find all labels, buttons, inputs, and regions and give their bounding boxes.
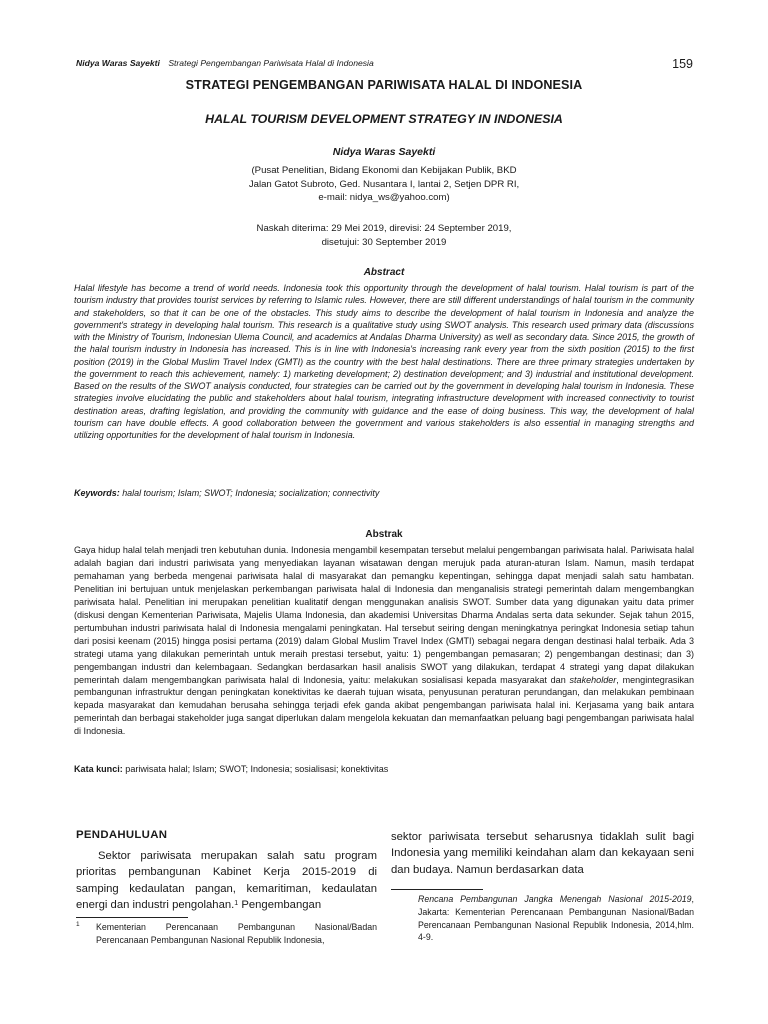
title-indonesian: STRATEGI PENGEMBANGAN PARIWISATA HALAL DI INDONESIA <box>185 78 583 92</box>
affiliation-line: (Pusat Penelitian, Bidang Ekonomi dan Kebijakan Publik, BKD <box>251 165 517 176</box>
abstract-text-english: Halal lifestyle has become a trend of world needs. Indonesia took this opportunity through the development of halal tourism. Halal tourism is part of the tourism industry that provides tourist services by referring to Islamic rules. However, there are still different understandings of halal tourism in the community and stakeholders, so that it can be one of the obstacles. This study aims to describe the development of halal tourism in Indonesia and analyze the government's strategy in developing halal tourism. This research is a qualitative study using SWOT analysis. This research used primary data (discussions with the Ministry of Tourism, Indonesian Ulema Council, and academics at Andalas Dharma University) as well as secondary data. Since 2015, the growth of the halal tourism industry in Indonesia has increased. This is in line with Indonesia's increasing rank every year from the sixth position (2015) to the first position (2019) in the Global Muslim Travel Index (GMTI) as the country with the best halal destinations. There are three primary strategies undertaken by the government to reach this achievement, namely: 1) marketing development; 2) destination development; and 3) industrial and institutional development. Based on the results of the SWOT analysis conducted, four strategies can be carried out by the government in developing halal tourism in Indonesia. These strategies involve elucidating the public and stakeholders about halal tourism, integrating infrastructure development with increased connectivity to tourist destination areas, drafting legislation, and providing the community with guidance and the ease of doing business. This way, the development of halal tourism can have double effects. A good collaboration between the government and various stakeholders is also essential in managing strengths and utilizing opportunities for the development of halal tourism in Indonesia. <box>74 283 694 440</box>
abstract-heading-english: Abstract <box>363 267 405 278</box>
footnote-italic-title: Rencana Pembangunan Jangka Menengah Nasional 2015-2019 <box>418 894 692 904</box>
title-english: HALAL TOURISM DEVELOPMENT STRATEGY IN INDONESIA <box>205 112 563 126</box>
affiliation <box>0 164 768 205</box>
footnote-rule-right <box>391 889 483 890</box>
footnote-text: Kementerian Perencanaan Pembangunan Nasional/Badan Perencanaan Pembangunan Nasional Republik Indonesia, <box>96 922 377 945</box>
keywords-indonesian <box>74 764 694 774</box>
dates-line: disetujui: 30 September 2019 <box>321 236 447 248</box>
author-name: Nidya Waras Sayekti <box>332 146 436 158</box>
dates-line: Naskah diterima: 29 Mei 2019, direvisi: 24 September 2019, <box>256 223 512 234</box>
kata-kunci-label: Kata kunci: <box>74 764 123 774</box>
running-head-author: Nidya Waras Sayekti <box>76 58 160 68</box>
abstract-text-part: , mengintegrasikan pembangunan infrastruktur dengan peningkatan konektivitas ke daerah tujuan wisata, penyusunan peraturan perundangan, dan melakukan pembinaan kepada masyarakat dan kemudahan berusaha sehingga terjadi efek ganda akibat pengembangan pariwisata halal ini. Kerjasama yang baik antara pemerintah dan berbagai stakeholder juga sangat diperlukan dalam mengelola kekuatan dan memanfaatkan peluang bagi pengembangan pariwisata halal di Indonesia. <box>74 674 694 737</box>
abstract-heading-indonesian: Abstrak <box>365 529 403 540</box>
body-text-tail: Pengembangan <box>238 899 322 912</box>
footnote-right <box>418 893 694 944</box>
running-head <box>76 58 374 68</box>
footnote-mark: 1 <box>76 921 80 928</box>
footnote-left <box>76 921 377 947</box>
body-text-right-column: sektor pariwisata tersebut seharusnya tidaklah sulit bagi Indonesia yang memiliki keindahan alam dan kekayaan seni dan budaya. Namun berdasarkan data <box>391 831 694 876</box>
page-number: 159 <box>672 57 693 71</box>
keywords-value: halal tourism; Islam; SWOT; Indonesia; socialization; connectivity <box>122 488 380 498</box>
kata-kunci-value: pariwisata halal; Islam; SWOT; Indonesia; sosialisasi; konektivitas <box>125 764 389 774</box>
footnote-text: , Jakarta: Kementerian Perencanaan Pembangunan Nasional/Badan Perencanaan Pembangunan Nasional Republik Indonesia, 2014,hlm. 4-9. <box>418 894 694 943</box>
abstract-text-indonesian <box>74 544 694 738</box>
section-heading-pendahuluan: PENDAHULUAN <box>76 829 168 841</box>
keywords-label: Keywords: <box>74 488 120 498</box>
body-text: Sektor pariwisata merupakan salah satu program prioritas pembangunan Kabinet Kerja 2015-2019 di samping kedaulatan pangan, kemaritiman, kedaulatan energi dan industri pengolahan. <box>76 850 377 912</box>
abstract-text-part: Gaya hidup halal telah menjadi tren kebutuhan dunia. Indonesia mengambil kesempatan tersebut melalui pengembangan pariwisata halal. Pariwisata halal adalah bagian dari industri pariwisata yang menyediakan layanan wisatawan dengan merujuk pada aturan-aturan Islam. Namun, masih terdapat pemahaman yang berbeda mengenai pariwisata halal di masyarakat dan pemangku kepentingan, sehingga dapat menjadi salah satu hambatan. Penelitian ini bertujuan untuk menjelaskan perkembangan pariwisata halal di Indonesia dan menganalisis strategi pemerintah dalam mengembangkan pariwisata halal. Penelitian ini merupakan penelitian kualitatif dengan menggunakan analisis SWOT. Sumber data yang digunakan yaitu data primer (diskusi dengan Kementerian Pariwisata, Majelis Ulama Indonesia, dan akademisi Universitas Dharma Andalas serta data sekunder. Sejak tahun 2015, pertumbuhan industri pariwisata halal di Indonesia mengalami peningkatan. Hal tersebut seiring dengan meningkatnya peringkat Indonesia setiap tahun dari posisi keenam (2015) hingga posisi pertama (2019) dalam Global Muslim Travel Index (GMTI) sebagai negara dengan destinasi halal terbaik. Ada 3 strategi utama yang dilakukan pemerintah untuk meraih prestasi tersebut, yaitu: 1) pengembangan pemasaran; 2) pengembangan destinasi; dan 3) pengembangan industri dan kelembagaan. Sedangkan berdasarkan hasil analisis SWOT yang dilakukan, terdapat 4 strategi yang dapat dilakukan pemerintah dalam mengembangkan pariwisata halal di Indonesia, yaitu: melakukan sosialisasi kepada masyarakat dan <box>74 545 694 685</box>
keywords-english <box>74 488 694 498</box>
footnote-rule-left <box>76 917 188 918</box>
body-text-left-column <box>76 848 377 914</box>
running-head-title: Strategi Pengembangan Pariwisata Halal di Indonesia <box>168 58 374 68</box>
abstract-text-italic: stakeholder <box>569 674 617 685</box>
footnote-ref: 1 <box>234 900 239 908</box>
affiliation-line: e-mail: nidya_ws@yahoo.com) <box>318 192 450 204</box>
affiliation-line: Jalan Gatot Subroto, Ged. Nusantara I, lantai 2, Setjen DPR RI, <box>248 178 520 190</box>
manuscript-dates <box>0 222 768 249</box>
